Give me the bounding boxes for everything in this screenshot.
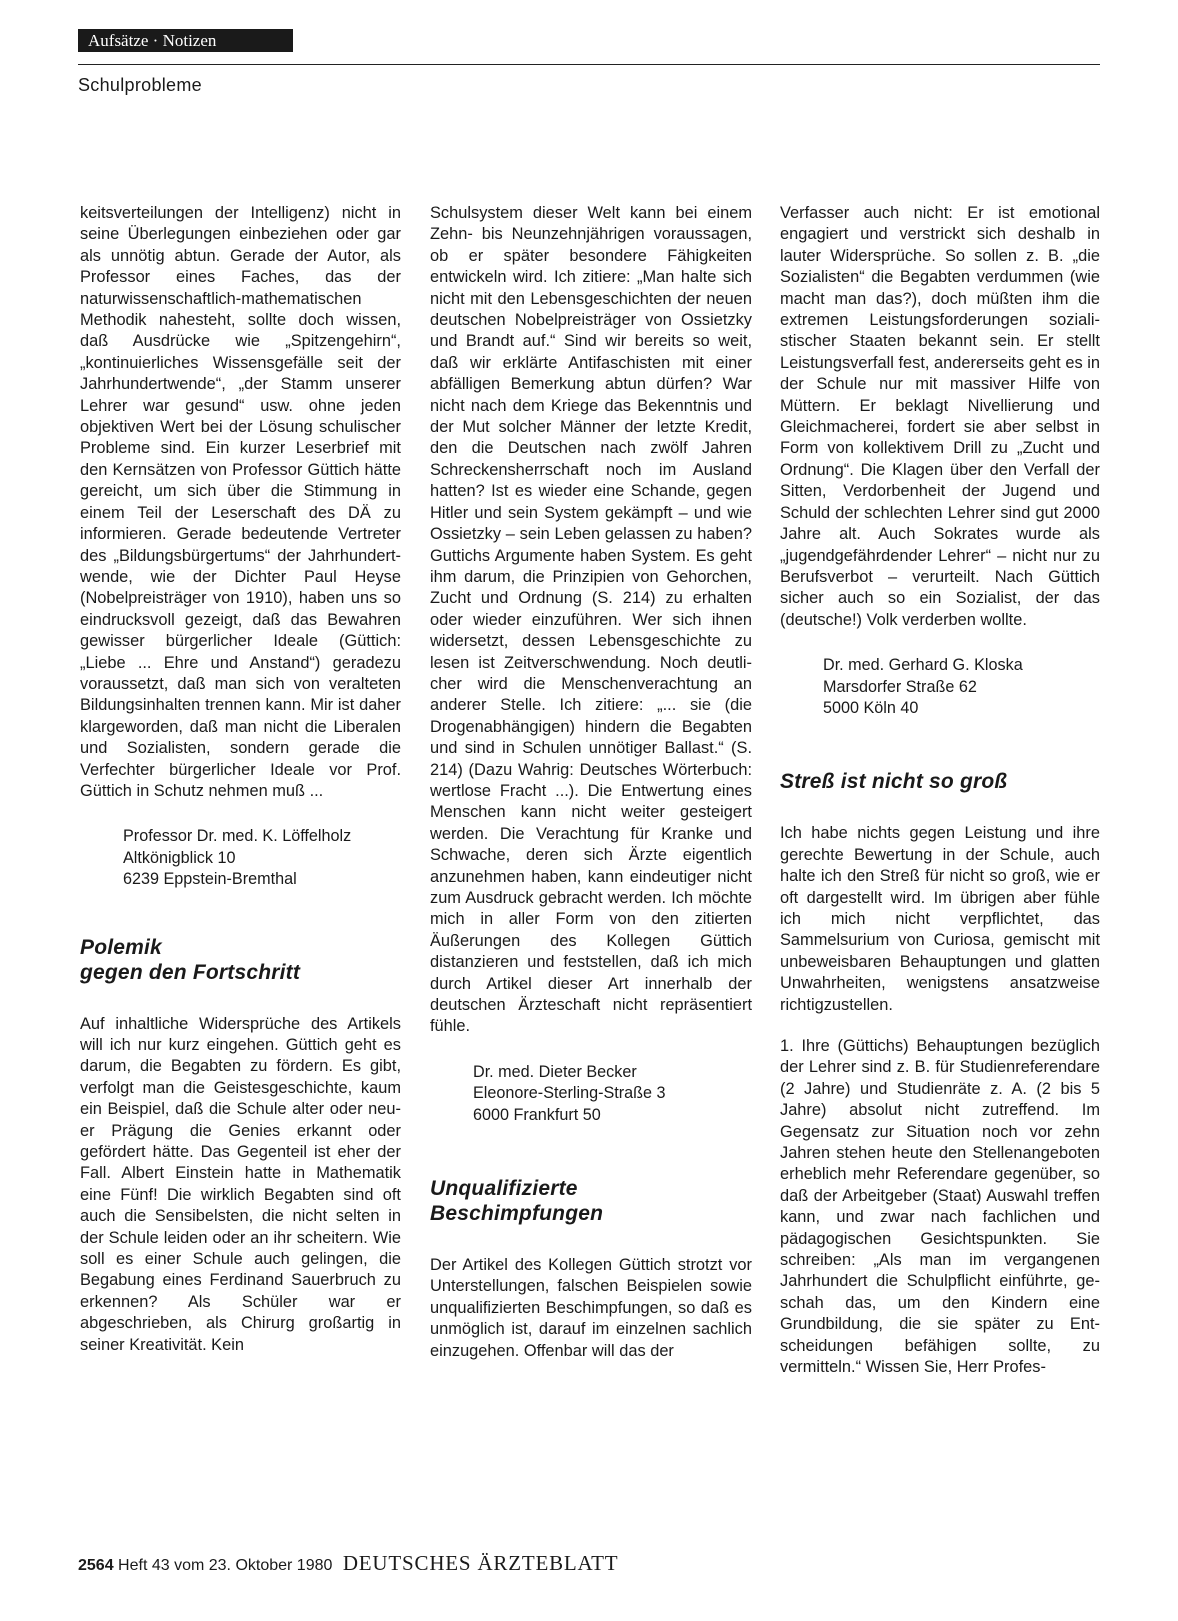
heading-line: Unqualifizierte bbox=[430, 1177, 578, 1201]
heading-line: Polemik bbox=[80, 935, 162, 959]
heading-stress: Streß ist nicht so groß bbox=[780, 770, 1008, 794]
header-rule bbox=[78, 64, 1100, 65]
letter-1-text-end: keitsverteilungen der Intelligenz) nicht in seine Überlegungen einbeziehen oder gar als unnötig abtun. Gerade der Autor, als Professor eines Faches, das der naturwissenschaftlich-mathematischen Methodik nahesteht, sollte doch wissen, daß Ausdrücke wie „Spitzengehirn“, „kontinuierliches Wissensgefälle seit der Jahrhundertwende“, „der Stamm unserer Lehrer war gesund“ usw. ohne jeden objektiven Wert bei der Lösung schulischer Probleme sind. Ein kurzer Leserbrief mit den Kernsätzen von Professor Güttich hätte gereicht, um sich über die Stimmung in einem Teil der Leserschaft des DÄ zu informieren. Gerade bedeutende Vertreter des „Bildungsbürgertums“ der Jahrhundertwende, wie der Dichter Paul Heyse (Nobelpreisträger von 1910), haben uns so eindrucksvoll gezeigt, daß das Bewahren gewisser bürgerlicher Ideale (Güttich: „Liebe ... Ehre und Anstand“) geradezu voraussetzt, daß man sich von veralteten Bildungsinhalten trennen kann. Mir ist daher klargeworden, daß man nicht die Liberalen und Sozialisten, sondern gerade die Verfechter bürgerlicher Ideale vor Prof. Güttich in Schutz nehmen muß ... bbox=[80, 204, 401, 800]
section-tag: Aufsätze · Notizen bbox=[78, 29, 293, 52]
signature-street: Eleonore-Sterling-Straße 3 bbox=[473, 1084, 666, 1103]
column-3 bbox=[780, 203, 1100, 1379]
letter-3-text-end: Verfasser auch nicht: Er ist emotional engagiert und verstrickt sich deshalb in lauter Widersprüche. So sollen z. B. „die Sozialisten“ die Begabten verdummen (wie macht man das?), doch müßten ihm die extremen Leistungsforderungen sozialistischer Staaten bekannt sein. Er stellt Leistungsverfall fest, andererseits geht es in der Schule nur mit massiver Hilfe von Müttern. Er beklagt Nivellierung und Gleichmacherei, fordert sie aber selbst in Form von kollektivem Drill zu „Zucht und Ordnung“. Die Klagen über den Verfall der Sitten, Verdorbenheit der Jugend und Schuld der schlechten Lehrer sind gut 2000 Jahre alt. Auch Sokrates wurde als „jugendgefährdender Lehrer“ – nicht nur zu Berufsverbot – verurteilt. Nach Güttich sicher auch so ein Sozialist, der das (deutsche!) Volk verderben wollte. bbox=[780, 204, 1100, 629]
signature-name: Dr. med. Dieter Becker bbox=[473, 1062, 637, 1081]
heading-line: Beschimpfungen bbox=[430, 1202, 604, 1226]
heading-unqualifizierte bbox=[430, 1176, 752, 1226]
journal-name: DEUTSCHES ÄRZTEBLATT bbox=[342, 1551, 619, 1575]
letter-4-point-1: 1. Ihre (Güttichs) Behauptungen bezüglich der Lehrer sind z. B. für Studienreferendare (2 Jahre) und Studienräte z. A. (2 bis 5 Jahre) absolut nicht zutreffend. Im Gegensatz zur Situation noch vor zehn Jahren stehen heute den Stellenangeboten erheblich mehr Referendare gegenüber, so daß der Arbeitgeber (Staat) Auswahl treffen kann, und zwar nach fachlichen und pädagogischen Gesichtspunkten. Sie schreiben: „Als man im vergangenen Jahrhundert die Schulpflicht einführte, geschah das, um den Kindern eine Grundbildung, die sie später zu Entscheidungen befähigen sollte, zu vermitteln.“ Wissen Sie, Herr Profes- bbox=[780, 1037, 1100, 1377]
heading-polemik bbox=[80, 935, 401, 985]
issue-info: Heft 43 vom 23. Oktober 1980 bbox=[118, 1557, 333, 1574]
page-footer bbox=[78, 1551, 618, 1576]
signature-loeffelholz bbox=[123, 826, 401, 890]
section-subtitle: Schulprobleme bbox=[78, 75, 202, 95]
signature-city: 5000 Köln 40 bbox=[823, 698, 919, 717]
signature-city: 6239 Eppstein-Bremthal bbox=[123, 870, 297, 889]
signature-street: Marsdorfer Straße 62 bbox=[823, 677, 977, 696]
signature-name: Dr. med. Gerhard G. Kloska bbox=[823, 656, 1023, 675]
signature-name: Professor Dr. med. K. Löffelholz bbox=[123, 827, 352, 846]
heading-line: gegen den Fortschritt bbox=[80, 960, 301, 984]
letter-2-text-end: Schulsystem dieser Welt kann bei einem Zehn- bis Neunzehnjährigen voraussagen, ob er später besondere Fähigkeiten entwickeln wird. Ich zitiere: „Man halte sich nicht mit den Lebensgeschichten der neuen deutschen Nobelpreisträger von Ossietzky und Brandt auf.“ Sind wir bereits so weit, daß wir erklärte Antifaschisten mit einer abfälligen Bemerkung abtun dürfen? War nicht nach dem Kriege das Bekenntnis und der Mut solcher Männer der letzte Kredit, den die Deutschen nach zwölf Jahren Schreckensherrschaft noch im Ausland hatten? Ist es wieder eine Schande, gegen Hitler und sein System gekämpft – und wie Ossietzky – sein Leben gelassen zu haben? Guttichs Argumente haben System. Es geht ihm darum, die Prinzipien von Gehorchen, Zucht und Ordnung (S. 214) zu erhalten oder wieder einzuführen. Wer sich ihnen widersetzt, dessen Lebensgeschichte zu lesen ist Zeitverschwendung. Noch deutlicher wird die Menschenverachtung an anderer Stelle. Ich zitiere: „... sie (die Drogenabhängigen) hindern die Begabten und sind in Schulen unnötiger Ballast.“ (S. 214) (Dazu Wahrig: Deutsches Wörterbuch: wertlose Fracht ...). Die Entwertung eines Menschen kann nicht weiter gesteigert werden. Die Verachtung für Kranke und Schwache, deren sich Ärzte eigentlich anzunehmen haben, kann eindeutiger nicht zum Ausdruck gebracht werden. Ich möchte mich in aller Form von den zitierten Äußerungen des Kollegen Güttich distanzieren und feststellen, daß ich mich durch Artikel dieser Art innerhalb der deutschen Ärzteschaft nicht repräsentiert fühle. bbox=[430, 204, 752, 1036]
signature-city: 6000 Frankfurt 50 bbox=[473, 1105, 601, 1124]
signature-becker bbox=[473, 1062, 752, 1126]
signature-street: Altkönigblick 10 bbox=[123, 848, 236, 867]
letter-2-text-start: Auf inhaltliche Widersprüche des Artikels will ich nur kurz eingehen. Güttich geht es darum, die Begabten zu fördern. Es gibt, verfolgt man die Geistesgeschichte, kaum ein Beispiel, daß die Schule alter oder neuer Prägung die Genies erkannt oder gefördert hätte. Das Gegenteil ist eher der Fall. Albert Einstein hatte in Mathematik eine Fünf! Die wirklich Begabten sind oft auch die Sensibelsten, die nicht selten in der Schule leiden oder an ihr scheitern. Wie soll es einer Schule auch gelingen, die Begabung eines Ferdinand Sauerbruch zu erkennen? Als Schüler war er abgeschrieben, als Chirurg großartig in seiner Kreativität. Kein bbox=[80, 1014, 401, 1354]
column-1 bbox=[80, 203, 401, 1356]
letter-4-text-intro: Ich habe nichts gegen Leistung und ihre gerechte Bewertung in der Schule, auch halte ich den Streß für nicht so groß, wie er oft dargestellt wird. Im übrigen aber fühle ich mich nicht verpflichtet, das Sammelsurium von Curiosa, gemischt mit unbeweisbaren Behauptungen und glatten Unwahrheiten, wenigstens ansatzweise richtigzustellen. bbox=[780, 824, 1100, 1014]
letter-3-text-start: Der Artikel des Kollegen Güttich strotzt vor Unterstellungen, falschen Beispielen sowie unqualifizierten Beschimpfungen, so daß es unmöglich ist, darauf im einzelnen sachlich einzugehen. Offenbar will das der bbox=[430, 1256, 752, 1360]
column-2 bbox=[430, 203, 752, 1362]
signature-kloska bbox=[823, 655, 1100, 719]
page-number: 2564 bbox=[78, 1557, 114, 1574]
